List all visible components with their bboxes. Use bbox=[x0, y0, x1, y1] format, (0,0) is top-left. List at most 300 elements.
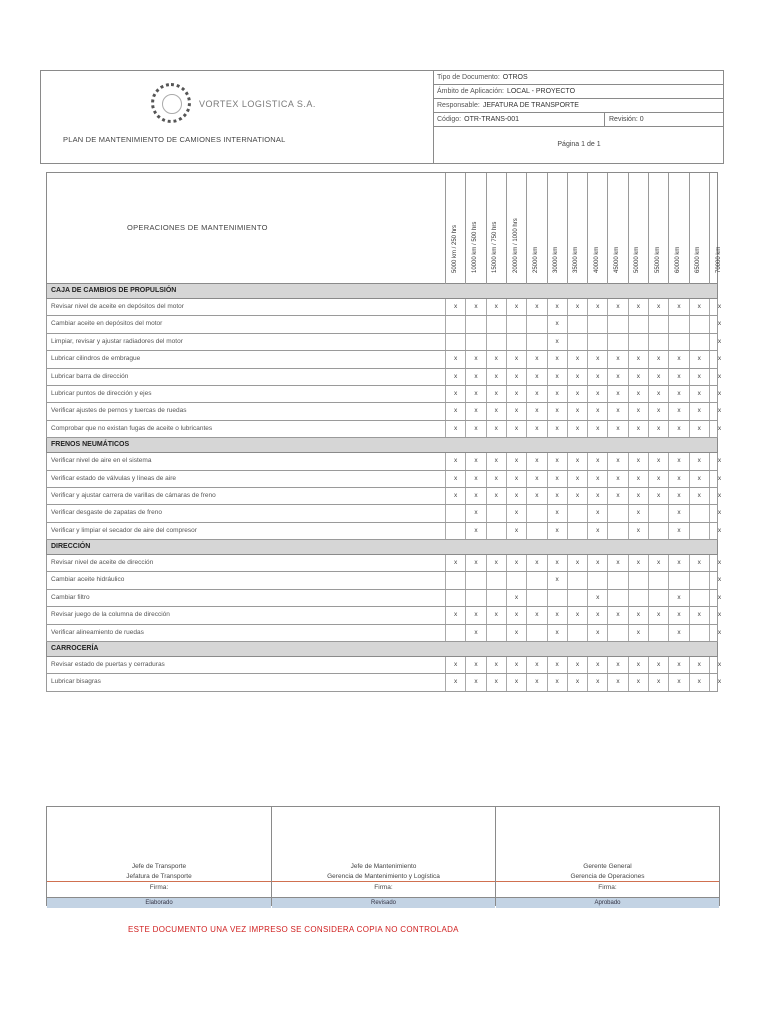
interval-cell: x bbox=[445, 351, 465, 367]
operation-label: Verificar y ajustar carrera de varillas de cámaras de freno bbox=[51, 491, 216, 499]
table-row bbox=[46, 316, 722, 333]
interval-cell bbox=[445, 590, 465, 606]
interval-column-header: 45000 km bbox=[607, 173, 627, 285]
table-row bbox=[46, 386, 722, 403]
interval-cell bbox=[486, 625, 506, 641]
interval-cell: x bbox=[668, 453, 688, 469]
table-row bbox=[46, 674, 722, 691]
interval-column-header: 50000 km bbox=[628, 173, 648, 285]
interval-cell bbox=[465, 334, 485, 350]
interval-cell bbox=[587, 316, 607, 332]
interval-cell bbox=[506, 316, 526, 332]
interval-cell bbox=[465, 316, 485, 332]
interval-cell: x bbox=[445, 555, 465, 571]
interval-cell: x bbox=[668, 369, 688, 385]
interval-cell: x bbox=[648, 351, 668, 367]
operation-label: Comprobar que no existan fugas de aceite o lubricantes bbox=[51, 424, 213, 432]
interval-cell: x bbox=[628, 488, 648, 504]
interval-cell: x bbox=[587, 299, 607, 315]
interval-cell: x bbox=[567, 555, 587, 571]
interval-cell: x bbox=[668, 523, 688, 539]
interval-cell: x bbox=[668, 488, 688, 504]
interval-cell: x bbox=[607, 657, 627, 673]
interval-cell: x bbox=[709, 674, 729, 690]
table-row bbox=[46, 572, 722, 589]
operation-label: Lubricar cilindros de embrague bbox=[51, 355, 141, 363]
interval-cell bbox=[567, 334, 587, 350]
interval-cell bbox=[526, 334, 546, 350]
interval-cell bbox=[547, 590, 567, 606]
interval-cell: x bbox=[607, 607, 627, 623]
interval-cell bbox=[486, 505, 506, 521]
operation-label: Cambiar aceite en depósitos del motor bbox=[51, 320, 163, 328]
interval-cell: x bbox=[668, 403, 688, 419]
interval-cell: x bbox=[587, 386, 607, 402]
interval-cell: x bbox=[465, 523, 485, 539]
table-row bbox=[46, 625, 722, 642]
interval-cell: x bbox=[526, 488, 546, 504]
interval-cell: x bbox=[668, 505, 688, 521]
table-row bbox=[46, 607, 722, 624]
interval-cell: x bbox=[709, 488, 729, 504]
table-row bbox=[46, 421, 722, 438]
interval-column-header: 35000 km bbox=[567, 173, 587, 285]
interval-cell: x bbox=[668, 625, 688, 641]
interval-cell: x bbox=[668, 351, 688, 367]
interval-cell: x bbox=[587, 590, 607, 606]
interval-cell bbox=[648, 316, 668, 332]
interval-cell bbox=[587, 334, 607, 350]
interval-cell bbox=[567, 523, 587, 539]
interval-cell: x bbox=[709, 403, 729, 419]
interval-cell: x bbox=[689, 299, 709, 315]
interval-cell: x bbox=[607, 369, 627, 385]
table-row bbox=[46, 471, 722, 488]
interval-cell bbox=[689, 334, 709, 350]
interval-cell bbox=[628, 590, 648, 606]
interval-cell bbox=[526, 625, 546, 641]
interval-cell: x bbox=[506, 590, 526, 606]
interval-cell: x bbox=[689, 488, 709, 504]
interval-cell: x bbox=[607, 299, 627, 315]
interval-cell: x bbox=[587, 657, 607, 673]
table-row bbox=[46, 369, 722, 386]
interval-cell: x bbox=[587, 369, 607, 385]
interval-cell: x bbox=[465, 386, 485, 402]
interval-column-header: 60000 km bbox=[668, 173, 688, 285]
interval-cell bbox=[689, 505, 709, 521]
interval-cell: x bbox=[547, 351, 567, 367]
interval-cell bbox=[445, 505, 465, 521]
interval-cell: x bbox=[668, 555, 688, 571]
interval-cell bbox=[668, 572, 688, 588]
company-name: VORTEX LOGISTICA S.A. bbox=[199, 99, 316, 109]
interval-cell: x bbox=[628, 625, 648, 641]
interval-cell: x bbox=[628, 674, 648, 690]
document-title: PLAN DE MANTENIMIENTO DE CAMIONES INTERNATIONAL bbox=[63, 135, 286, 144]
table-row bbox=[46, 590, 722, 607]
interval-cell: x bbox=[567, 607, 587, 623]
interval-cell: x bbox=[506, 369, 526, 385]
table-row bbox=[46, 299, 722, 316]
interval-cell: x bbox=[445, 403, 465, 419]
interval-cell: x bbox=[607, 386, 627, 402]
interval-cell: x bbox=[486, 299, 506, 315]
interval-cell: x bbox=[465, 625, 485, 641]
interval-cell bbox=[506, 334, 526, 350]
interval-cell: x bbox=[506, 505, 526, 521]
interval-cell: x bbox=[526, 369, 546, 385]
document-header bbox=[40, 70, 724, 164]
interval-cell: x bbox=[526, 403, 546, 419]
interval-cell: x bbox=[628, 523, 648, 539]
table-row bbox=[46, 403, 722, 420]
interval-cell: x bbox=[547, 453, 567, 469]
interval-cell: x bbox=[465, 403, 485, 419]
interval-cell: x bbox=[547, 555, 567, 571]
interval-cell: x bbox=[587, 625, 607, 641]
interval-cell: x bbox=[506, 674, 526, 690]
operation-label: Limpiar, revisar y ajustar radiadores del motor bbox=[51, 337, 183, 345]
interval-cell: x bbox=[506, 625, 526, 641]
interval-cell: x bbox=[628, 351, 648, 367]
interval-cell bbox=[607, 572, 627, 588]
interval-cell: x bbox=[587, 488, 607, 504]
interval-cell: x bbox=[547, 505, 567, 521]
interval-cell: x bbox=[587, 607, 607, 623]
interval-cell: x bbox=[587, 523, 607, 539]
operation-label: Verificar y limpiar el secador de aire del compresor bbox=[51, 526, 197, 534]
interval-cell: x bbox=[709, 351, 729, 367]
interval-cell: x bbox=[486, 674, 506, 690]
company-logo-icon bbox=[151, 83, 191, 123]
interval-cell: x bbox=[628, 555, 648, 571]
interval-cell: x bbox=[689, 555, 709, 571]
interval-cell bbox=[465, 572, 485, 588]
interval-cell: x bbox=[628, 505, 648, 521]
interval-cell: x bbox=[547, 607, 567, 623]
interval-cell: x bbox=[607, 351, 627, 367]
interval-cell: x bbox=[526, 471, 546, 487]
interval-cell: x bbox=[547, 471, 567, 487]
interval-cell bbox=[526, 505, 546, 521]
interval-cell: x bbox=[668, 471, 688, 487]
interval-cell: x bbox=[648, 657, 668, 673]
interval-column-header: 30000 km bbox=[547, 173, 567, 285]
interval-cell: x bbox=[648, 421, 668, 437]
interval-column-header: 65000 km bbox=[689, 173, 709, 285]
interval-cell: x bbox=[465, 453, 485, 469]
interval-cell bbox=[648, 523, 668, 539]
operation-label: Verificar nivel de aire en el sistema bbox=[51, 457, 152, 465]
operation-label: Lubricar barra de dirección bbox=[51, 372, 129, 380]
signature-block bbox=[46, 806, 720, 906]
interval-cell: x bbox=[648, 471, 668, 487]
interval-cell: x bbox=[567, 421, 587, 437]
interval-cell: x bbox=[547, 386, 567, 402]
interval-cell: x bbox=[709, 523, 729, 539]
interval-cell bbox=[567, 590, 587, 606]
interval-cell bbox=[486, 590, 506, 606]
interval-cell: x bbox=[709, 555, 729, 571]
interval-cell: x bbox=[607, 674, 627, 690]
interval-cell: x bbox=[709, 590, 729, 606]
interval-cell bbox=[526, 590, 546, 606]
interval-cell: x bbox=[506, 386, 526, 402]
interval-cell: x bbox=[628, 386, 648, 402]
interval-cell: x bbox=[465, 351, 485, 367]
interval-cell: x bbox=[567, 471, 587, 487]
interval-cell: x bbox=[607, 488, 627, 504]
interval-cell: x bbox=[445, 657, 465, 673]
interval-cell: x bbox=[526, 386, 546, 402]
interval-cell bbox=[567, 625, 587, 641]
interval-cell: x bbox=[587, 555, 607, 571]
interval-cell bbox=[648, 625, 668, 641]
interval-cell: x bbox=[668, 674, 688, 690]
interval-cell: x bbox=[587, 453, 607, 469]
interval-cell bbox=[445, 316, 465, 332]
interval-cell: x bbox=[567, 657, 587, 673]
section-header: DIRECCIÓN bbox=[46, 540, 718, 555]
interval-cell: x bbox=[689, 403, 709, 419]
interval-cell: x bbox=[526, 299, 546, 315]
interval-cell: x bbox=[506, 607, 526, 623]
interval-cell: x bbox=[689, 386, 709, 402]
table-row bbox=[46, 523, 722, 540]
interval-cell: x bbox=[486, 607, 506, 623]
interval-cell: x bbox=[567, 403, 587, 419]
interval-cell bbox=[648, 572, 668, 588]
interval-cell: x bbox=[607, 453, 627, 469]
interval-cell: x bbox=[709, 625, 729, 641]
interval-cell: x bbox=[526, 657, 546, 673]
interval-cell bbox=[587, 572, 607, 588]
operations-title: OPERACIONES DE MANTENIMIENTO bbox=[127, 223, 268, 232]
interval-cell: x bbox=[506, 471, 526, 487]
interval-cell: x bbox=[445, 674, 465, 690]
operation-label: Verificar ajustes de pernos y tuercas de ruedas bbox=[51, 407, 187, 415]
interval-cell: x bbox=[486, 421, 506, 437]
interval-cell: x bbox=[547, 369, 567, 385]
meta-type: Tipo de Documento: OTROS bbox=[434, 71, 724, 85]
operation-label: Verificar desgaste de zapatas de freno bbox=[51, 509, 162, 517]
interval-cell bbox=[607, 523, 627, 539]
interval-cell bbox=[689, 523, 709, 539]
interval-cell bbox=[648, 334, 668, 350]
interval-cell: x bbox=[506, 421, 526, 437]
interval-column-header: 55000 km bbox=[648, 173, 668, 285]
interval-cell: x bbox=[709, 369, 729, 385]
interval-cell bbox=[486, 572, 506, 588]
interval-column-header: 20000 km / 1000 hrs bbox=[506, 173, 526, 285]
interval-cell: x bbox=[607, 471, 627, 487]
interval-cell bbox=[689, 590, 709, 606]
operation-label: Lubricar bisagras bbox=[51, 678, 101, 686]
interval-cell bbox=[628, 316, 648, 332]
interval-cell: x bbox=[709, 299, 729, 315]
interval-cell bbox=[486, 316, 506, 332]
interval-cell bbox=[689, 572, 709, 588]
interval-cell: x bbox=[709, 334, 729, 350]
interval-cell: x bbox=[668, 607, 688, 623]
interval-cell bbox=[689, 625, 709, 641]
interval-cell: x bbox=[648, 453, 668, 469]
interval-column-header: 10000 km / 500 hrs bbox=[465, 173, 485, 285]
interval-cell: x bbox=[587, 403, 607, 419]
interval-cell: x bbox=[547, 625, 567, 641]
interval-cell: x bbox=[486, 453, 506, 469]
interval-cell: x bbox=[526, 555, 546, 571]
section-header: FRENOS NEUMÁTICOS bbox=[46, 438, 718, 453]
interval-cell: x bbox=[648, 299, 668, 315]
interval-cell bbox=[526, 523, 546, 539]
operation-label: Cambiar filtro bbox=[51, 593, 90, 601]
interval-cell: x bbox=[628, 453, 648, 469]
interval-cell: x bbox=[506, 351, 526, 367]
table-row bbox=[46, 334, 722, 351]
interval-cell bbox=[628, 334, 648, 350]
interval-cell bbox=[486, 523, 506, 539]
interval-cell: x bbox=[648, 674, 668, 690]
interval-cell: x bbox=[567, 369, 587, 385]
uncontrolled-copy-notice: ESTE DOCUMENTO UNA VEZ IMPRESO SE CONSIDERA COPIA NO CONTROLADA bbox=[128, 925, 459, 934]
interval-cell: x bbox=[709, 471, 729, 487]
interval-cell: x bbox=[668, 299, 688, 315]
interval-cell bbox=[648, 590, 668, 606]
interval-cell: x bbox=[709, 316, 729, 332]
interval-cell: x bbox=[547, 488, 567, 504]
interval-cell: x bbox=[465, 299, 485, 315]
interval-cell bbox=[607, 625, 627, 641]
interval-cell bbox=[567, 316, 587, 332]
interval-cell bbox=[607, 505, 627, 521]
interval-cell: x bbox=[689, 471, 709, 487]
interval-cell: x bbox=[506, 523, 526, 539]
interval-cell: x bbox=[567, 453, 587, 469]
page-number: Página 1 de 1 bbox=[557, 141, 601, 148]
table-row bbox=[46, 488, 722, 505]
interval-cell: x bbox=[486, 386, 506, 402]
interval-cell: x bbox=[486, 369, 506, 385]
interval-cell bbox=[648, 505, 668, 521]
interval-cell: x bbox=[526, 453, 546, 469]
operation-label: Revisar estado de puertas y cerraduras bbox=[51, 661, 165, 669]
interval-cell: x bbox=[587, 674, 607, 690]
section-header: CAJA DE CAMBIOS DE PROPULSIÓN bbox=[46, 284, 718, 299]
interval-cell: x bbox=[465, 505, 485, 521]
interval-cell: x bbox=[465, 607, 485, 623]
interval-cell: x bbox=[465, 674, 485, 690]
interval-cell: x bbox=[689, 351, 709, 367]
interval-cell: x bbox=[547, 334, 567, 350]
interval-cell: x bbox=[689, 657, 709, 673]
interval-cell: x bbox=[648, 369, 668, 385]
table-row bbox=[46, 505, 722, 522]
interval-cell: x bbox=[547, 523, 567, 539]
operation-label: Revisar nivel de aceite de dirección bbox=[51, 559, 154, 567]
interval-cell: x bbox=[445, 299, 465, 315]
interval-cell: x bbox=[567, 488, 587, 504]
interval-cell: x bbox=[547, 674, 567, 690]
interval-cell: x bbox=[506, 555, 526, 571]
interval-cell bbox=[628, 572, 648, 588]
interval-cell: x bbox=[628, 657, 648, 673]
interval-cell: x bbox=[668, 386, 688, 402]
interval-cell: x bbox=[587, 505, 607, 521]
interval-cell bbox=[567, 572, 587, 588]
interval-cell bbox=[607, 590, 627, 606]
section-header: CARROCERÍA bbox=[46, 642, 718, 657]
table-row bbox=[46, 555, 722, 572]
interval-column-header: 5000 km / 250 hrs bbox=[445, 173, 465, 285]
meta-owner: Responsable: JEFATURA DE TRANSPORTE bbox=[434, 99, 724, 113]
interval-cell: x bbox=[628, 299, 648, 315]
interval-cell: x bbox=[648, 403, 668, 419]
interval-cell bbox=[689, 316, 709, 332]
operation-label: Verificar estado de válvulas y líneas de aire bbox=[51, 474, 177, 482]
interval-cell: x bbox=[607, 403, 627, 419]
interval-cell bbox=[445, 334, 465, 350]
interval-cell: x bbox=[628, 369, 648, 385]
interval-cell: x bbox=[628, 403, 648, 419]
interval-cell: x bbox=[709, 386, 729, 402]
interval-cell: x bbox=[668, 590, 688, 606]
interval-cell: x bbox=[526, 607, 546, 623]
interval-cell: x bbox=[547, 421, 567, 437]
interval-cell: x bbox=[709, 421, 729, 437]
interval-cell: x bbox=[668, 657, 688, 673]
interval-cell: x bbox=[709, 657, 729, 673]
operation-label: Verificar alineamiento de ruedas bbox=[51, 628, 144, 636]
interval-cell: x bbox=[445, 421, 465, 437]
interval-cell bbox=[465, 590, 485, 606]
interval-cell: x bbox=[445, 453, 465, 469]
operation-label: Lubricar puntos de dirección y ejes bbox=[51, 389, 152, 397]
interval-column-header: 15000 km / 750 hrs bbox=[486, 173, 506, 285]
interval-cell: x bbox=[445, 471, 465, 487]
interval-cell: x bbox=[689, 607, 709, 623]
interval-column-header: 25000 km bbox=[526, 173, 546, 285]
interval-cell: x bbox=[506, 453, 526, 469]
interval-cell: x bbox=[506, 299, 526, 315]
interval-cell: x bbox=[628, 471, 648, 487]
interval-cell: x bbox=[465, 369, 485, 385]
signature-elaborated: Jefe de Transporte Jefatura de Transporte Firma: Elaborado bbox=[47, 807, 271, 905]
interval-cell: x bbox=[445, 607, 465, 623]
interval-cell bbox=[506, 572, 526, 588]
interval-cell bbox=[668, 316, 688, 332]
interval-cell bbox=[607, 316, 627, 332]
interval-cell: x bbox=[587, 471, 607, 487]
interval-cell: x bbox=[506, 488, 526, 504]
interval-cell: x bbox=[628, 421, 648, 437]
interval-column-header: 70000 km bbox=[709, 173, 729, 285]
interval-cell bbox=[445, 523, 465, 539]
interval-cell: x bbox=[567, 351, 587, 367]
interval-cell: x bbox=[506, 403, 526, 419]
interval-cell: x bbox=[465, 488, 485, 504]
table-row bbox=[46, 453, 722, 470]
interval-cell: x bbox=[526, 674, 546, 690]
interval-cell: x bbox=[607, 421, 627, 437]
interval-cell: x bbox=[465, 471, 485, 487]
interval-cell: x bbox=[486, 488, 506, 504]
operation-label: Revisar juego de la columna de dirección bbox=[51, 611, 170, 619]
interval-cell: x bbox=[648, 607, 668, 623]
interval-cell: x bbox=[689, 674, 709, 690]
interval-cell: x bbox=[547, 657, 567, 673]
